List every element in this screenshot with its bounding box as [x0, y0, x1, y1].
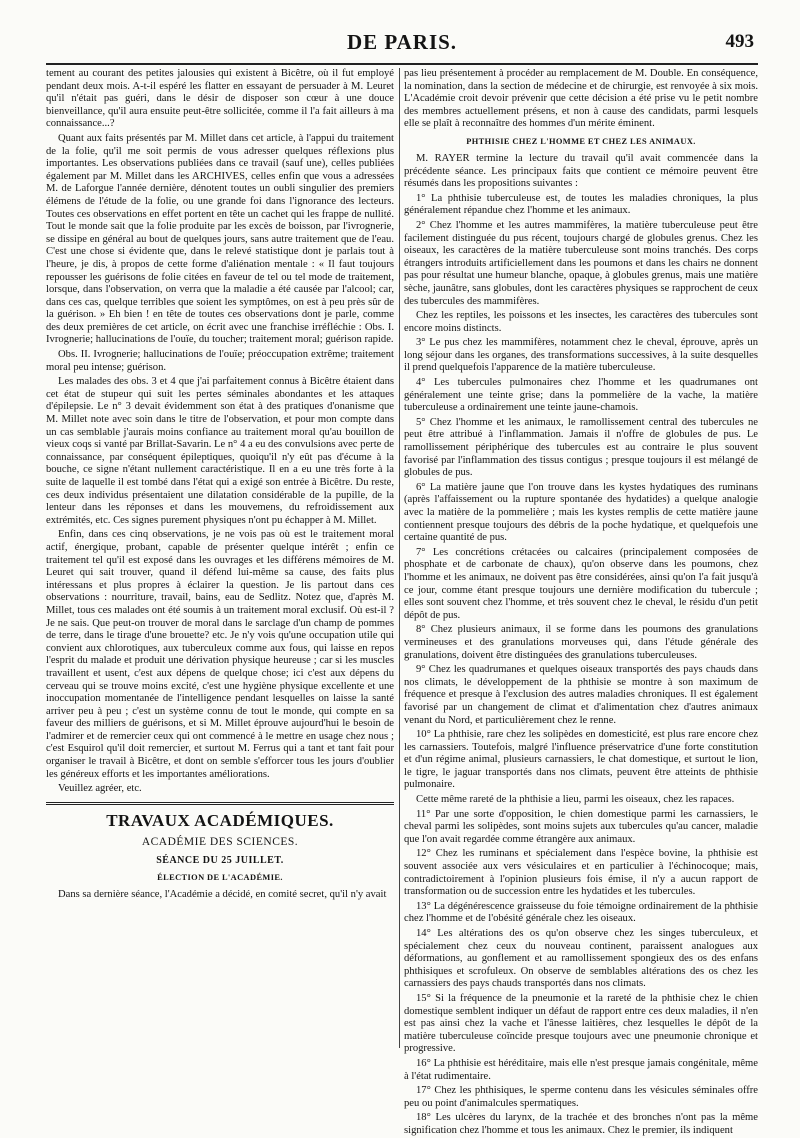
paragraph: 8° Chez plusieurs animaux, il se forme dans les poumons des granulations vermineuses et des granulations morveuses qui, dans l'étude générale des granulations, doivent être distinguées des granulations tuberculeuses.	[404, 624, 758, 661]
right-column	[404, 68, 759, 1136]
election-title: ÉLECTION DE L'ACADÉMIE.	[157, 872, 283, 882]
paragraph: Chez les reptiles, les poissons et les insectes, les caractères des tubercules sont encore moins distincts.	[404, 310, 758, 334]
paragraph: Cette même rareté de la phthisie a lieu, parmi les oiseaux, chez les rapaces.	[416, 794, 735, 806]
left-column	[46, 68, 394, 1078]
subsection-title: ACADÉMIE DES SCIENCES.	[141, 835, 299, 848]
page-number: 493	[725, 31, 754, 52]
paragraph: 10° La phthisie, rare chez les solipèdes en domesticité, est plus rare encore chez les carnassiers. Toutefois, malgré l'influence préservatrice d'une forte constitution et d'un régime animal, plusieurs carnassiers, le chat domestique, et surtout le lion, le tigre, le jaguar transportés dans nos climats, peuvent être atteints de phthisie pulmonaire.	[404, 729, 758, 791]
paragraph: 5° Chez l'homme et les animaux, le ramollissement central des tubercules ne peut être attribué à l'inflammation. Jamais il n'offre de globules de pus. Le ramollissement périphérique des tubercules est au contraire le plus souvent favorisé par l'inflammation des tissus contigus ; presque toujours il est mélangé de globules de pus.	[404, 416, 758, 479]
author-name: M. RAYER	[416, 152, 470, 164]
column-divider	[399, 68, 400, 1048]
section-title: PHTHISIE CHEZ L'HOMME ET CHEZ LES ANIMAUX.	[466, 136, 696, 146]
paragraph: Enfin, dans ces cinq observations, je ne vois pas où est le traitement moral actif, énergique, probant, capable de présenter quelque intérêt ; enfin ce traitement tel qu'il est exposé dans les ouvrages et les différens mémoires de M. Leuret qui sait trouver, quand il défend lui-même sa cause, des faits plus intéressans et plus propres à éclairer la question. Je lis partout dans ces observations : nourriture, travail, bains, eau de Sedlitz. Notez que, d'après M. Millet, tous ces malades ont été soumis à un traitement moral exclusif. Où est-il ? Je ne sais. Que peut-on trouver de moral dans le sarclage d'un champ de pommes de terre, dans le tirage d'une brouette? etc. Je n'y vois qu'une occupation utile qui convient aux chlorotiques, aux tuberculeux comme aux fous, qui laisse en repos l'esprit du malade et produit une dérivation physique heureuse ; car si les muscles travaillent et usent, c'est aux dépens de quelque chose; ici c'est aux dépens du cerveau qui se trouve moins excité, c'est une hygiène physique excellente et une inoccupation momentanée de l'intelligence pendant lesquelles on laisse la santé arriver peu à peu ; c'est un système connu de tout le monde, qui compte en sa faveur des milliers de guérisons, et si M. Millet éprouve aujourd'hui le besoin de l'admirer et de remercier ceux qui ont commencé à le mettre en usage chez nous ; c'est Esquirol qu'il doit remercier, et surtout M. Ferrus qui a tant et tant fait pour organiser le travail à Bicêtre, et dont on semble s'efforcer tous les jours d'oublier les généreux efforts et les importantes améliorations.	[46, 529, 394, 780]
paragraph: Dans sa dernière séance, l'Académie a décidé, en comité secret, qu'il n'y avait	[58, 888, 387, 900]
paragraph: Quant aux faits présentés par M. Millet dans cet article, à l'appui du traitement de la folie, qu'il me soit permis de vous adresser quelques réflexions plus importantes. Les observations publiées dans ce travail (sauf une), celles publiées également par M. Millet dans les ARCHIVES, celles enfin que vous a adressées M. de Laforgue l'année dernière, dénotent toutes un oubli singulier des premiers élémens de l'étude de la folie, ou une grande foi dans l'ignorance des lecteurs. Toutes ces observations en effet portent en tête un cachet qui les frappe de nullité. Tout le monde sait que la folie produite par les excès de boisson, par l'ivrognerie, se dissipe en général au bout de quelques jours, sans autre traitement que de l'eau. C'est une chose si évidente que, dans le relevé statistique dont je parlais tout à l'heure, je dis, à propos de cette forme d'aliénation mentale : « Il faut toujours repousser les guérisons de folie citées en faveur de tel ou tel mode de traitement, lorsque, dans l'observation, on verra que la maladie a été causée par l'alcool; car, dans ces cas, quelque terribles que soient les symptômes, on est à peu près sûr de la guérison. » Eh bien ! en tête de toutes ces observations dont je parle, comme des deux premières de cet article, on écrit avec une franchise irréfléchie : Obs. I. Ivrognerie; hallucinations de l'ouïe, du toucher; traitement moral; guérison rapide.	[46, 132, 394, 346]
paragraph: 13° La dégénérescence graisseuse du foie témoigne ordinairement de la phthisie chez l'homme et de l'obésité générale chez les oiseaux.	[404, 900, 758, 925]
header-rule	[46, 63, 758, 65]
paragraph: 2° Chez l'homme et les autres mammifères, la matière tuberculeuse peut être facilement distinguée du pus récent, toujours chargé de globules grenus. Chez les oiseaux, les caractères de la matière tuberculeuse sont moins tranchés. Des corps étrangers introduits artificiellement dans les poumons et dans les chairs ne donnent pas pour résultat une humeur blanche, opaque, à globules grenus, mais une matière sèche, jaunâtre, sans globules, dont les caractères physiques se rapprochent de ceux des tubercules des mammifères.	[404, 219, 758, 307]
opening-text: termine la lecture du travail qu'il avait commencée dans la précédente séance. Les principaux faits que contient ce mémoire peuvent être résumés dans les propositions suivantes :	[404, 152, 759, 190]
paragraph: pas lieu présentement à procéder au remplacement de M. Double. En conséquence, la nomination, dans la section de médecine et de chirurgie, est renvoyée à six mois. L'Académie croit devoir prévenir que cette décision a été prise vu le petit nombre des membres actuellement présens, et non à cause des candidats, parmi lesquels elle se plaît à reconnaître des hommes d'un mérite éminent.	[404, 68, 758, 130]
paragraph: 18° Les ulcères du larynx, de la trachée et des bronches n'ont pas la même signification chez l'homme et tous les animaux. Chez le premier, ils indiquent	[404, 1112, 758, 1136]
section-divider	[46, 802, 394, 805]
paragraph: 16° La phthisie est héréditaire, mais elle n'est presque jamais congénitale, même à l'état rudimentaire.	[404, 1057, 758, 1082]
paragraph: tement au courant des petites jalousies qui existent à Bicêtre, où il fut employé pendant deux mois. A-t-il espéré les flatter en essayant de persuader à M. Leuret qu'il n'était pas guéri, dans le désir de disposer son cœur à une douce bienveillance, qu'il aura ensuite peut-être sollicitée, comme il l'a fait ailleurs à ma connaissance...?	[46, 68, 394, 130]
paragraph: 17° Chez les phthisiques, le sperme contenu dans les vésicules séminales offre peu ou point d'animalcules spermatiques.	[404, 1085, 758, 1109]
section-title: TRAVAUX ACADÉMIQUES.	[106, 810, 334, 830]
paragraph: Obs. II. Ivrognerie; hallucinations de l'ouïe; préoccupation extrême; traitement moral peu intense; guérison.	[46, 349, 394, 373]
paragraph: 4° Les tubercules pulmonaires chez l'homme et les quadrumanes ont généralement une teinte grise; dans la pommelière de la vache, la matière tuberculeuse a ordinairement une teinte jaune-chamois.	[404, 377, 758, 414]
paragraph: 9° Chez les quadrumanes et quelques oiseaux transportés des pays chauds dans nos climats, le développement de la phthisie se montre à son maximum de fréquence et presque à l'exclusion des autres maladies chroniques. Il est également favorisé par un changement de climat et d'alimentation chez d'autres animaux venant du Nord, et particulièrement chez le renne.	[404, 664, 758, 726]
paragraph: 12° Chez les ruminans et spécialement dans l'espèce bovine, la phthisie est souvent associée aux vers vésiculaires et en particulier à l'échinocoque; mais, contradictoirement à l'opinion plusieurs fois émise, il n'y a aucun rapport de transformation ou de succession entre les hydatides et les tubercules.	[404, 848, 758, 898]
paragraph: 6° La matière jaune que l'on trouve dans les kystes hydatiques des ruminans (après l'affaissement ou la rupture spontanée des hydatides) a quelque analogie avec la matière de la pommelière ; mais les kystes remplis de cette matière jaune contiennent presque toujours des débris de la poche hydatique, et quelquefois une certaine quantité de pus.	[404, 481, 758, 544]
opening-paragraph	[404, 153, 758, 191]
paragraph: 14° Les altérations des os qu'on observe chez les singes tuberculeux, et spécialement chez ceux du nouveau continent, paraissent analogues aux déformations, au gonflement et au ramollissement spongieux des os des enfans phthisiques et scrofuleux. On observe de semblables altérations des os chez les carnassiers des pays chauds transportés dans nos climats.	[404, 928, 758, 990]
newspaper-title: DE PARIS.	[346, 30, 458, 54]
paragraph: 15° Si la fréquence de la pneumonie et la rareté de la phthisie chez le chien domestique semblent indiquer un défaut de rapport entre ces deux maladies, il n'en est pas ainsi chez la vache et l'ânesse laitières, chez lesquelles le dépôt de la matière tuberculeuse coïncide presque toujours avec une pneumonie chronique et progressive.	[404, 992, 758, 1055]
paragraph: 11° Par une sorte d'opposition, le chien domestique parmi les carnassiers, le cheval parmi les solipèdes, sont moins sujets aux tubercules qu'au cancer, maladie que l'on avait regardée comme étrangère aux animaux.	[404, 808, 758, 845]
paragraph: 7° Les concrétions crétacées ou calcaires (principalement composées de phosphate et de carbonate de chaux), qu'on observe dans les poumons, chez l'homme et les animaux, ne doivent pas être considérées, ainsi qu'on l'a fait jusqu'à ce jour, comme étant presque toujours une dernière modification du tubercule ; elles sont souvent chez l'homme, et très souvent chez le cheval, le résidu d'un petit dépôt de pus.	[404, 546, 758, 621]
paragraph: Les malades des obs. 3 et 4 que j'ai parfaitement connus à Bicêtre étaient dans cet état de stupeur qui suit les pertes séminales abondantes et les attaques d'épilepsie. Le n° 3 devait évidemment son état à des pratiques d'onanisme que M. Millet note avec soin dans le titre de l'observation, et pour mon compte dans un cas semblable j'aurais moins confiance au traitement moral qu'au bouillon de vieux coqs si vanté par Brillat-Savarin. Le n° 4 a eu des convulsions avec perte de connaissance, par conséquent épileptiques, quoiqu'il n'y eût pas d'écume à la bouche, ce signe n'étant nullement caractéristique. Il en a eu une très forte à la suite de laquelle il est tombé dans l'état qui a exigé son entrée à Bicêtre. Du reste, ces deux individus présentaient une dilatation considérable de la pupille, de la lenteur dans les réponses et dans les mouvemens, du refroidissement aux extrémités, etc. Ces signes purement physiques n'ont pu échapper à M. Millet.	[46, 376, 394, 526]
page-header	[46, 26, 758, 60]
paragraph: 3° Le pus chez les mammifères, notamment chez le cheval, éprouve, après un long séjour dans les organes, des transformations successives, à la suite desquelles il prend quelquefois l'apparence de la matière tuberculeuse.	[404, 337, 758, 374]
session-title: SÉANCE DU 25 JUILLET.	[156, 854, 284, 866]
paragraph: 1° La phthisie tuberculeuse est, de toutes les maladies chroniques, la plus généralement répandue chez l'homme et les animaux.	[404, 192, 758, 217]
paragraph: Veuillez agréer, etc.	[58, 783, 142, 795]
